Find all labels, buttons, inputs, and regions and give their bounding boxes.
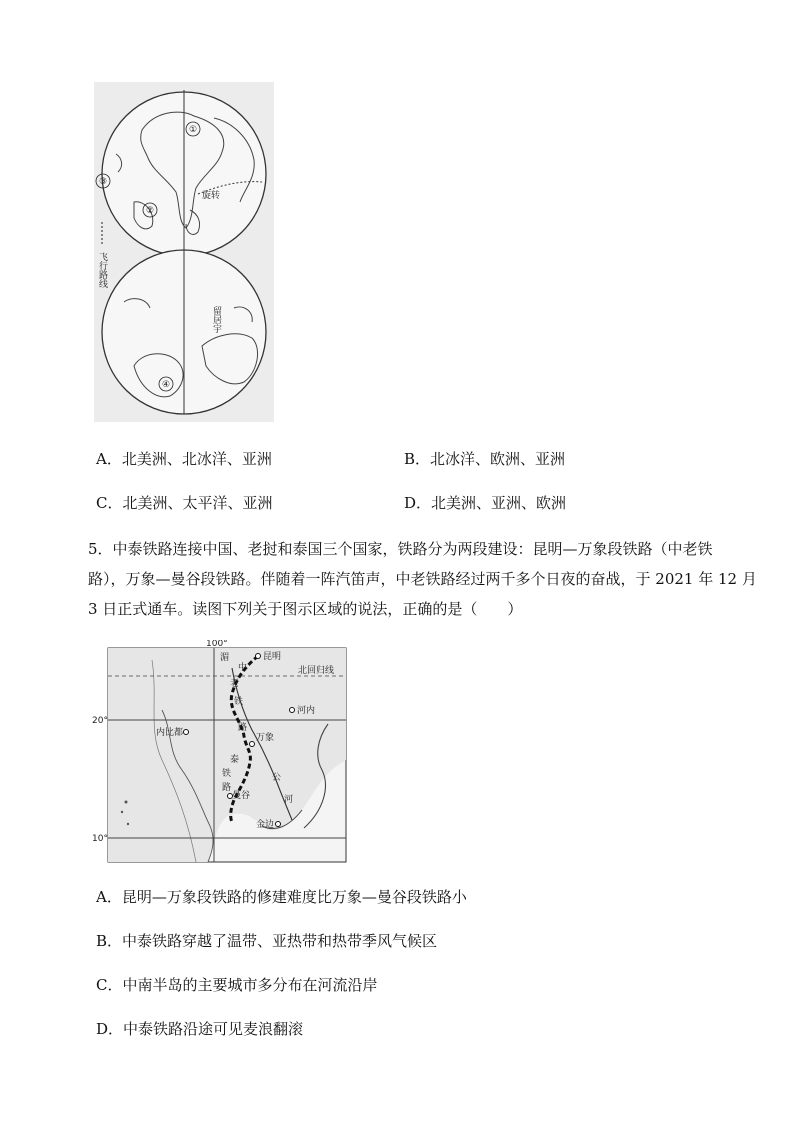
river-char: 河 [284,795,294,805]
q5-line3: 3 日正式通车。读图下列关于图示区域的说法，正确的是（ ） [88,600,523,618]
rail-char2: 铁 [222,769,232,779]
q5-option-c[interactable] [96,974,378,995]
rail-char: 路 [238,723,248,733]
q5-option-b[interactable] [96,930,437,951]
option-text: 北美洲、亚洲、欧洲 [431,494,567,512]
railway-map-svg [92,640,348,864]
inset-label-upper: 旋转 [202,191,221,201]
city-vientiane: 万象 [256,733,275,743]
rail-char: 中 [238,663,248,673]
option-text: 北美洲、太平洋、亚洲 [122,494,273,512]
city-bangkok: 曼谷 [232,791,251,801]
railway-map-figure [92,640,348,864]
flight-line-legend: 飞行路线 [97,252,107,288]
circle-label-1: ① [188,125,198,135]
rail-char: 铁 [234,697,244,707]
lat-10-label: 10° [92,834,108,844]
city-phnompenh: 金边 [256,820,275,830]
inset-label-lower: 留居宇 [211,306,221,333]
lon-100-label: 100° [206,640,228,649]
river-char: 公 [272,773,282,783]
q4-option-b[interactable] [404,448,565,469]
q4-option-d[interactable] [404,492,566,513]
option-text: 北美洲、北冰洋、亚洲 [121,450,272,468]
option-text: 中泰铁路沿途可见麦浪翻滚 [123,1020,304,1038]
option-letter: B． [404,450,431,468]
option-text: 中泰铁路穿越了温带、亚热带和热带季风气候区 [122,932,438,950]
option-letter: B． [96,932,123,950]
circle-label-2: ② [145,206,155,216]
rail-char2: 路 [222,783,232,793]
option-letter: D． [404,494,432,512]
lat-20-label: 20° [92,716,108,726]
q5-stem [88,534,757,624]
q4-option-a[interactable] [96,448,272,469]
circle-label-4: ④ [161,380,171,390]
option-text: 北冰洋、欧洲、亚洲 [430,450,566,468]
option-letter: C． [96,494,123,512]
option-text: 中南半岛的主要城市多分布在河流沿岸 [122,976,378,994]
option-text: 昆明—万象段铁路的修建难度比万象—曼谷段铁路小 [121,888,467,906]
city-naypyidaw: 内比都 [156,728,184,738]
q5-number: 5． [88,540,113,558]
circle-label-3: ③ [98,177,108,187]
option-letter: A． [96,888,122,906]
q5-option-a[interactable] [96,886,467,907]
rail-char: 老 [230,679,240,689]
option-letter: A． [96,450,122,468]
river-char: 湄 [220,653,230,663]
q4-option-c[interactable] [96,492,273,513]
rail-char2: 泰 [230,755,240,765]
option-letter: C． [96,976,123,994]
q5-line1: 中泰铁路连接中国、老挝和泰国三个国家，铁路分为两段建设：昆明—万象段铁路（中老铁 [112,540,713,558]
hemisphere-map-svg [94,82,274,422]
hemisphere-map-figure [94,82,274,422]
q5-line2: 路），万象—曼谷段铁路。伴随着一阵汽笛声，中老铁路经过两千多个日夜的奋战，于 2021 年 12 月 [88,570,757,588]
city-kunming: 昆明 [263,652,282,662]
option-letter: D． [96,1020,124,1038]
city-hanoi: 河内 [297,706,316,716]
tropic-label: 北回归线 [298,666,335,676]
q5-option-d[interactable] [96,1018,303,1039]
